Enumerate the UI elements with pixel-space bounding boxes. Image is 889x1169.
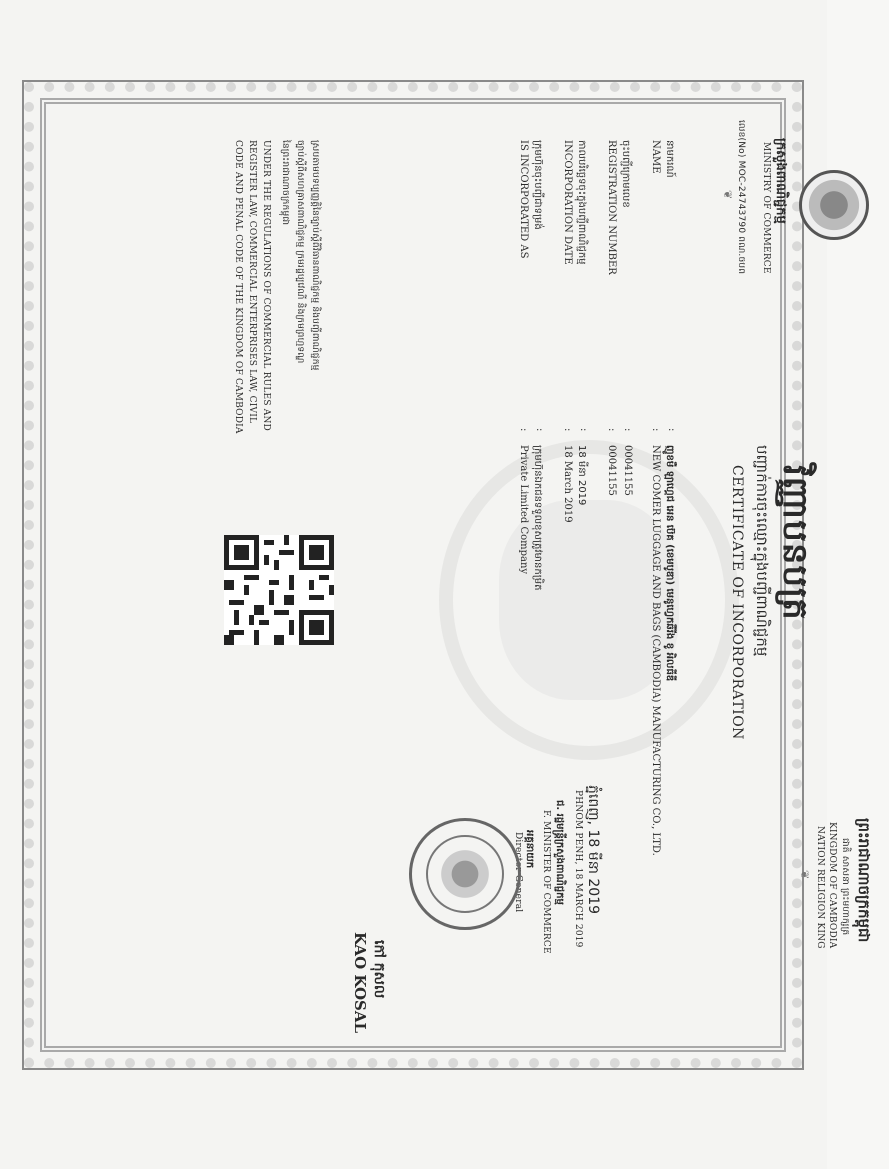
field-label-name-kh: នាមករណ៍ [663,139,675,178]
field-label-reg-kh: ចុះបញ្ជីក្រោមលេខ [619,139,631,208]
field-value-date-en: 18 March 2019 [561,444,573,523]
field-label-name-en: NAME [649,139,661,174]
certificate-content [169,110,889,1060]
signature-title-en: Director General [512,831,523,912]
kingdom-title-en: KINGDOM OF CAMBODIA [826,821,837,948]
ministry-emblem-icon [799,170,869,240]
colon: : [649,427,661,431]
colon: : [621,427,633,431]
signatory-name-en: KAO KOSAL [350,931,369,1033]
qr-code [224,535,334,645]
regulation-en-line-3: CODE AND PENAL CODE OF THE KINGDOM OF CAMBODIA [232,139,243,434]
regulation-kh-line-3: នៃព្រះរាជាណាចក្រកម្ពុជា [279,139,290,225]
colon: : [577,427,589,431]
regulation-kh-line-2: ច្បាប់ស្ដីពីសហគ្រាសពាណិជ្ជកម្ម ក្រមរដ្ឋប្បវេណី និងក្រមព្រហ្មទណ្ឌ [294,139,305,363]
colon: : [533,427,545,431]
field-value-reg-en: 00041155 [605,444,617,496]
official-seal-stamp [409,818,521,930]
field-value-reg-kh: 00041155 [621,444,633,496]
field-value-type-en: Private Limited Company [517,444,529,574]
ministry-name-en: MINISTRY OF COMMERCE [760,141,771,274]
signature-date-en: PHNOM PENH, 18 MARCH 2019 [572,789,583,948]
field-value-name-en: NEW COMER LUGGAGE AND BAGS (CAMBODIA) MANUFACTURING CO., LTD. [649,444,661,856]
certificate-subtitle-kh: បញ្ជាក់ការចុះឈ្មោះក្នុងបញ្ជីពាណិជ្ជកម្ម [752,444,771,656]
field-label-reg-en: REGISTRATION NUMBER [605,139,617,275]
field-label-type-kh: ក្រុមហ៊ុនចុះបញ្ជីជាទម្រង់ [531,139,543,230]
ministry-name-kh: ក្រសួងពាណិជ្ជកម្ម [772,137,788,224]
colon: : [561,427,573,431]
kingdom-motto-en: NATION RELIGION KING [814,825,825,949]
colon: : [517,427,529,431]
field-label-type-en: IS INCORPORATED AS [517,139,529,258]
signature-title-kh: អគ្គនាយក [523,829,535,868]
field-label-date-kh: កាលបរិច្ឆេទចុះក្នុងបញ្ជីពាណិជ្ជកម្ម [575,139,587,265]
ministry-ornament-icon: ❦ [720,189,734,199]
certificate-title-kh: វិញ្ញាបនបត្រ [774,464,815,621]
seal-emblem-icon [426,835,504,913]
colon: : [665,427,677,431]
colon: : [605,427,617,431]
signature-role-en: F. MINISTER OF COMMERCE [540,809,551,954]
qr-code-icon [224,535,334,645]
ornament-icon: ❦ [797,869,811,879]
signature-role-kh: ជ. រដ្ឋមន្ត្រីក្រសួងពាណិជ្ជកម្ម [553,799,565,905]
kingdom-title-kh: ព្រះរាជាណាចក្រកម្ពុជា [854,817,873,942]
ministry-ref-no: លេខ(No) MOC-24743790 ពណ.ចបព [735,119,746,274]
regulation-kh-line-1: ស្របតាមបទប្បញ្ញត្តិនៃច្បាប់ស្ដីពីវិធានពាណិជ្ជកម្ម និងបញ្ជីពាណិជ្ជកម្ម [309,139,320,371]
certificate-title-en: CERTIFICATE OF INCORPORATION [728,464,745,740]
field-value-date-kh: 18 មីនា 2019 [575,444,587,505]
signatory-name-kh: កៅ កុសល [370,939,387,998]
kingdom-motto-kh: ជាតិ សាសនា ព្រះមហាក្សត្រ [839,837,850,935]
regulation-en-line-2: REGISTER LAW, COMMERCIAL ENTERPRISES LAW, CIVIL [246,139,257,423]
field-label-date-en: INCORPORATION DATE [561,139,573,265]
signature-date-kh: ភ្នំពេញ, 18 មីនា 2019 [584,784,601,914]
field-value-name-kh: ញូខមឺ ឡាហ្គេជ អេន ប៊េគ (ខេមបូឌា) មេនូហ្វេកឆឺរីង ខូ អិលធីឌី [663,444,675,681]
field-value-type-kh: ក្រុមហ៊ុនឯកជនទទួលខុសត្រូវមានកម្រិត [531,444,543,590]
regulation-en-line-1: UNDER THE REGULATIONS OF COMMERCIAL RULES AND [260,139,271,431]
